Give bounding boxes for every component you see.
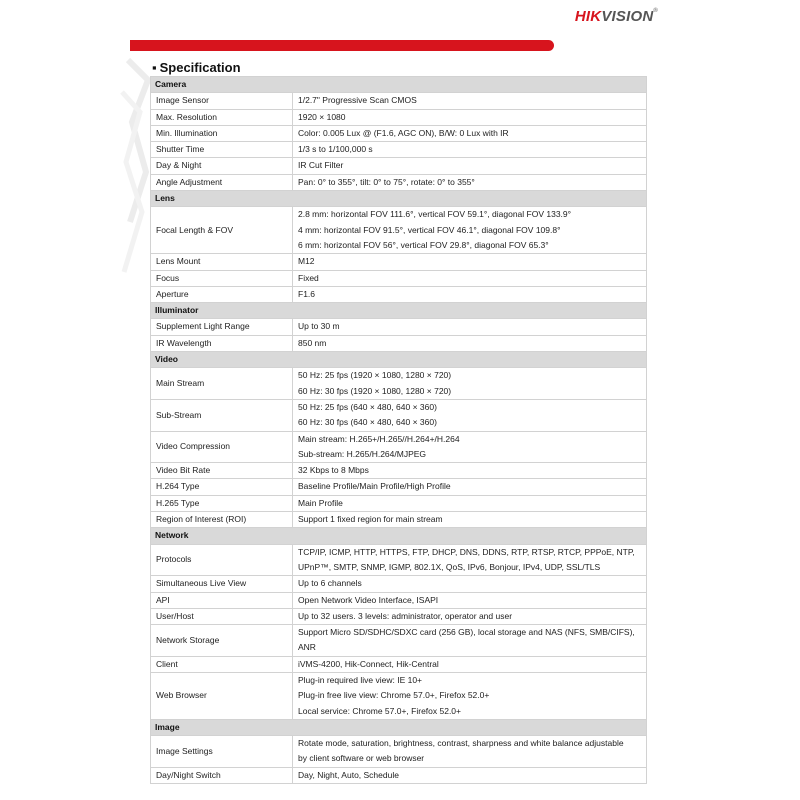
spec-row (151, 479, 647, 495)
spec-label: Supplement Light Range (151, 319, 293, 335)
spec-value-line: Up to 30 m (298, 321, 340, 332)
spec-row (151, 625, 647, 657)
spec-value (293, 254, 647, 270)
spec-label: H.264 Type (151, 479, 293, 495)
spec-row (151, 767, 647, 783)
spec-row (151, 270, 647, 286)
spec-label: Network Storage (151, 625, 293, 657)
section-header: Camera (151, 77, 647, 93)
section-header: Illuminator (151, 303, 647, 319)
spec-value-line: Fixed (298, 272, 319, 283)
spec-value (293, 368, 647, 400)
spec-value (293, 270, 647, 286)
section-header: Lens (151, 191, 647, 207)
spec-label: Image Settings (151, 736, 293, 768)
spec-row (151, 736, 647, 768)
spec-value (293, 109, 647, 125)
spec-label: API (151, 592, 293, 608)
spec-value-line: Baseline Profile/Main Profile/High Profile (298, 481, 451, 492)
spec-value-line: 60 Hz: 30 fps (1920 × 1080, 1280 × 720) (298, 385, 452, 396)
spec-value-line: 1/2.7" Progressive Scan CMOS (298, 95, 417, 106)
section-header: Network (151, 528, 647, 544)
spec-row (151, 174, 647, 190)
spec-label: Region of Interest (ROI) (151, 512, 293, 528)
section-header-row (151, 303, 647, 319)
spec-row (151, 207, 647, 254)
spec-row (151, 319, 647, 335)
spec-label: Focal Length & FOV (151, 207, 293, 254)
spec-value-line: 1/3 s to 1/100,000 s (298, 144, 373, 155)
spec-value-line: 850 nm (298, 337, 327, 348)
spec-row (151, 142, 647, 158)
spec-value-line: Plug-in free live view: Chrome 57.0+, Firefox 52.0+ (298, 690, 490, 701)
header-red-banner (130, 40, 554, 51)
spec-row (151, 656, 647, 672)
spec-row (151, 608, 647, 624)
section-header-row (151, 191, 647, 207)
spec-value (293, 174, 647, 190)
spec-label: Lens Mount (151, 254, 293, 270)
spec-value-line: 50 Hz: 25 fps (640 × 480, 640 × 360) (298, 401, 437, 412)
spec-value-line: Main Profile (298, 497, 343, 508)
spec-value (293, 335, 647, 351)
spec-row (151, 254, 647, 270)
spec-row (151, 286, 647, 302)
section-header-row (151, 528, 647, 544)
spec-value-line: Day, Night, Auto, Schedule (298, 769, 399, 780)
spec-row (151, 463, 647, 479)
spec-value-line: UPnP™, SMTP, SNMP, IGMP, 802.1X, QoS, IPv6, Bonjour, IPv4, UDP, SSL/TLS (298, 561, 601, 572)
spec-label: Aperture (151, 286, 293, 302)
spec-row (151, 335, 647, 351)
spec-value-line: Up to 6 channels (298, 578, 362, 589)
spec-value-line: Support Micro SD/SDHC/SDXC card (256 GB), local storage and NAS (NFS, SMB/CIFS), (298, 627, 635, 638)
spec-row (151, 672, 647, 719)
spec-value-line: Plug-in required live view: IE 10+ (298, 674, 423, 685)
spec-value-line: 4 mm: horizontal FOV 91.5°, vertical FOV 46.1°, diagonal FOV 109.8° (298, 224, 561, 235)
spec-label: Sub-Stream (151, 399, 293, 431)
spec-value (293, 608, 647, 624)
spec-label: H.265 Type (151, 495, 293, 511)
section-header-row (151, 719, 647, 735)
spec-value (293, 158, 647, 174)
spec-value (293, 592, 647, 608)
spec-label: Shutter Time (151, 142, 293, 158)
spec-value (293, 93, 647, 109)
spec-row (151, 368, 647, 400)
spec-label: Day & Night (151, 158, 293, 174)
spec-value-line: 6 mm: horizontal FOV 56°, vertical FOV 29.8°, diagonal FOV 65.3° (298, 239, 549, 250)
spec-label: Web Browser (151, 672, 293, 719)
spec-row (151, 93, 647, 109)
spec-row (151, 512, 647, 528)
spec-value-line: ANR (298, 642, 316, 653)
spec-row (151, 399, 647, 431)
spec-value (293, 625, 647, 657)
section-header-row (151, 352, 647, 368)
spec-label: User/Host (151, 608, 293, 624)
spec-value-line: TCP/IP, ICMP, HTTP, HTTPS, FTP, DHCP, DNS, DDNS, RTP, RTSP, RTCP, PPPoE, NTP, (298, 546, 635, 557)
spec-value (293, 512, 647, 528)
spec-label: Video Bit Rate (151, 463, 293, 479)
spec-label: Focus (151, 270, 293, 286)
spec-value (293, 479, 647, 495)
spec-value-line: 32 Kbps to 8 Mbps (298, 465, 369, 476)
spec-row (151, 158, 647, 174)
spec-row (151, 125, 647, 141)
spec-value-line: Color: 0.005 Lux @ (F1.6, AGC ON), B/W: 0 Lux with IR (298, 127, 509, 138)
spec-row (151, 576, 647, 592)
spec-label: Video Compression (151, 431, 293, 463)
spec-value (293, 495, 647, 511)
section-header: Video (151, 352, 647, 368)
spec-value (293, 736, 647, 768)
spec-value (293, 207, 647, 254)
spec-value (293, 431, 647, 463)
spec-value (293, 286, 647, 302)
spec-label: Angle Adjustment (151, 174, 293, 190)
spec-label: IR Wavelength (151, 335, 293, 351)
spec-row (151, 109, 647, 125)
section-header: Image (151, 719, 647, 735)
spec-row (151, 495, 647, 511)
spec-value (293, 399, 647, 431)
spec-value-line: 50 Hz: 25 fps (1920 × 1080, 1280 × 720) (298, 370, 452, 381)
spec-row (151, 592, 647, 608)
spec-row (151, 431, 647, 463)
spec-value-line: Sub-stream: H.265/H.264/MJPEG (298, 448, 427, 459)
spec-value (293, 656, 647, 672)
spec-value-line: F1.6 (298, 288, 316, 299)
spec-value (293, 767, 647, 783)
spec-value (293, 125, 647, 141)
spec-value-line: Open Network Video Interface, ISAPI (298, 594, 439, 605)
spec-value (293, 544, 647, 576)
spec-value-line: Pan: 0° to 355°, tilt: 0° to 75°, rotate: 0° to 355° (298, 176, 475, 187)
spec-label: Min. Illumination (151, 125, 293, 141)
spec-value-line: 2.8 mm: horizontal FOV 111.6°, vertical FOV 59.1°, diagonal FOV 133.9° (298, 209, 572, 220)
spec-value-line: Local service: Chrome 57.0+, Firefox 52.0+ (298, 705, 461, 716)
spec-value-line: 1920 × 1080 (298, 111, 346, 122)
spec-value-line: M12 (298, 256, 315, 267)
spec-row (151, 544, 647, 576)
spec-value (293, 463, 647, 479)
spec-label: Protocols (151, 544, 293, 576)
spec-label: Client (151, 656, 293, 672)
spec-value-line: IR Cut Filter (298, 160, 344, 171)
section-heading: ▪ Specification (152, 60, 241, 75)
spec-label: Main Stream (151, 368, 293, 400)
spec-value (293, 576, 647, 592)
spec-value (293, 672, 647, 719)
hikvision-logo: HIKVISION® (574, 8, 658, 25)
spec-value-line: Up to 32 users. 3 levels: administrator, operator and user (298, 610, 513, 621)
spec-value (293, 142, 647, 158)
spec-label: Max. Resolution (151, 109, 293, 125)
spec-value-line: Main stream: H.265+/H.265//H.264+/H.264 (298, 433, 460, 444)
spec-value-line: Support 1 fixed region for main stream (298, 514, 443, 525)
spec-label: Simultaneous Live View (151, 576, 293, 592)
spec-value-line: iVMS-4200, Hik-Connect, Hik-Central (298, 658, 439, 669)
spec-label: Image Sensor (151, 93, 293, 109)
section-header-row (151, 77, 647, 93)
specification-table (150, 76, 647, 784)
spec-value-line: 60 Hz: 30 fps (640 × 480, 640 × 360) (298, 417, 437, 428)
spec-value (293, 319, 647, 335)
bullet-icon: ▪ (152, 60, 157, 75)
spec-label: Day/Night Switch (151, 767, 293, 783)
spec-value-line: Rotate mode, saturation, brightness, contrast, sharpness and white balance adjustable (298, 738, 624, 749)
spec-value-line: by client software or web browser (298, 753, 425, 764)
